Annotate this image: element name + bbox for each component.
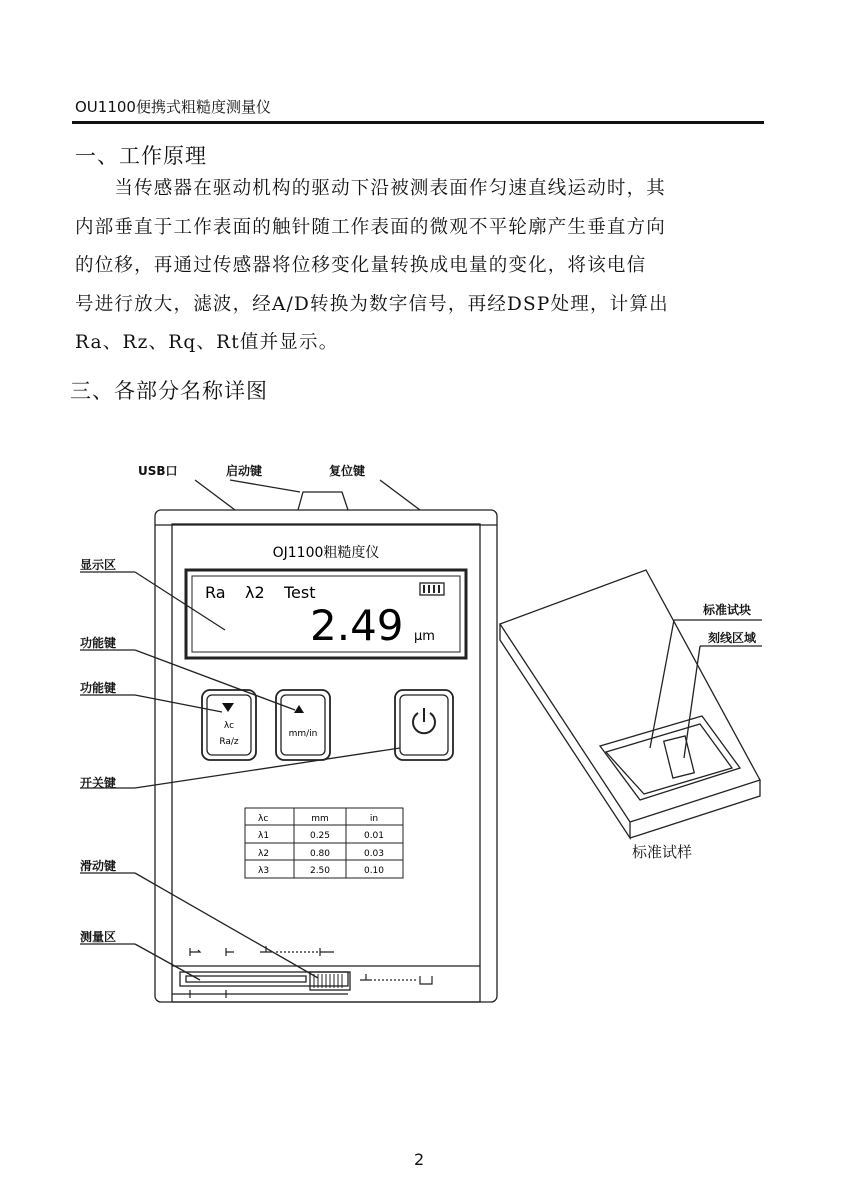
start-key-label: 启动键 <box>226 464 263 478</box>
screen-lambda: λ2 <box>245 583 265 602</box>
screen-value: 2.49 <box>310 601 404 650</box>
table-cell: 0.25 <box>309 831 331 841</box>
para-line: 当传感器在驱动机构的驱动下沿被测表面作匀速直线运动时，其 <box>75 178 667 199</box>
standard-block-label: 标准试块 <box>703 603 752 617</box>
function-key-label-1: 功能键 <box>80 636 117 650</box>
measure-area-label: 测量区 <box>80 930 117 944</box>
reset-key-label: 复位键 <box>329 464 366 478</box>
screen-mode: Test <box>284 583 316 602</box>
table-cell: 0.03 <box>363 849 385 859</box>
down-key-line2: Ra/z <box>219 737 239 747</box>
table-cell: λ3 <box>258 866 270 876</box>
page-number: 2 <box>414 1150 425 1169</box>
table-cell: 0.80 <box>309 849 331 859</box>
usb-port-label: USB口 <box>138 464 178 478</box>
down-key-line1: λc <box>223 721 235 731</box>
page-header-title: OU1100便携式粗糙度测量仪 <box>75 98 271 116</box>
para-line: Ra、Rz、Rq、Rt值并显示。 <box>75 332 339 353</box>
device-name: OJ1100粗糙度仪 <box>272 545 380 561</box>
table-cell: 2.50 <box>309 866 331 876</box>
table-cell: 0.01 <box>363 831 385 841</box>
table-cell: λ2 <box>258 849 270 859</box>
table-header: in <box>369 814 379 824</box>
standard-sample-caption: 标准试样 <box>632 843 693 861</box>
screen-unit: μm <box>414 629 435 644</box>
power-key-label: 开关键 <box>80 776 117 790</box>
down-arrow-icon <box>222 703 234 712</box>
scribed-zone-label: 刻线区域 <box>708 631 757 645</box>
para-line: 的位移，再通过传感器将位移变化量转换成电量的变化，将该电信 <box>75 255 647 276</box>
section1-heading: 一、工作原理 <box>75 144 207 168</box>
section3-heading: 三、各部分名称详图 <box>70 379 268 403</box>
para-line: 号进行放大，滤波，经A/D转换为数字信号，再经DSP处理，计算出 <box>75 293 669 315</box>
para-line: 内部垂直于工作表面的触针随工作表面的微观不平轮廓产生垂直方向 <box>75 216 667 238</box>
function-key-label-2: 功能键 <box>80 681 117 695</box>
display-area-label: 显示区 <box>80 558 117 572</box>
table-header: λc <box>258 814 269 824</box>
up-key-line: mm/in <box>288 729 318 739</box>
table-header: mm <box>311 814 329 824</box>
screen-param: Ra <box>205 583 226 602</box>
up-arrow-icon <box>294 705 304 713</box>
table-cell: 0.10 <box>363 866 385 876</box>
table-cell: λ1 <box>258 831 270 841</box>
slide-key-label: 滑动键 <box>80 859 117 873</box>
